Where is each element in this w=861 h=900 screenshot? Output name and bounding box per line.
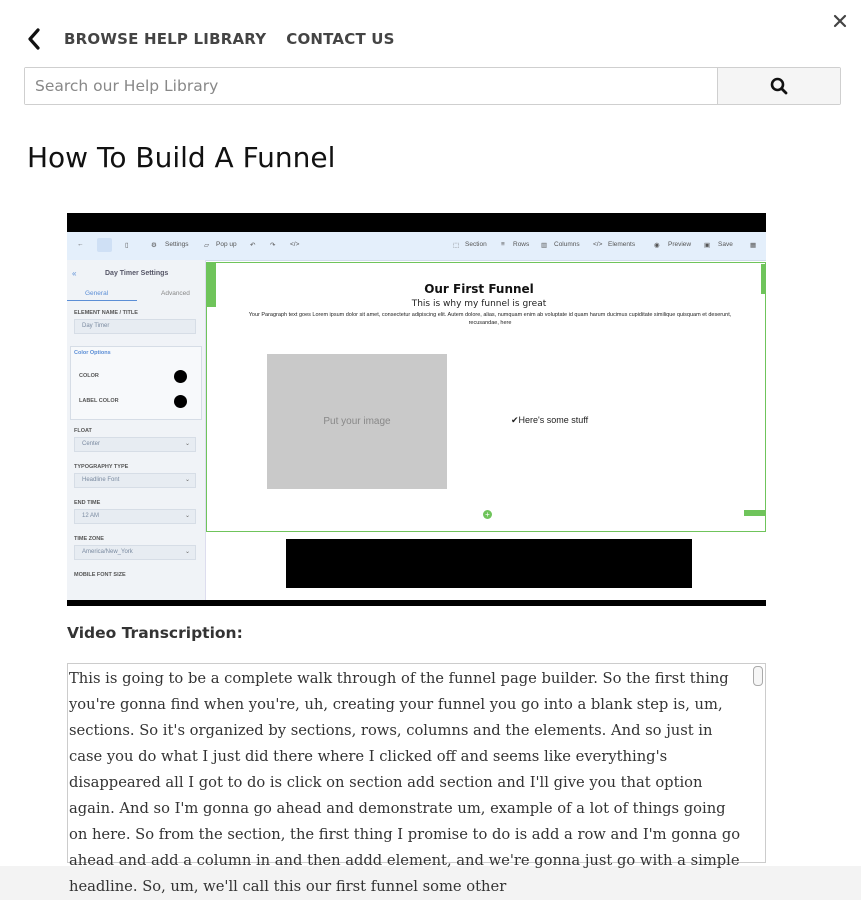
redo-icon: ↷: [270, 242, 276, 249]
desktop-view-icon: [97, 238, 112, 252]
undo-icon: ↶: [250, 242, 256, 249]
editor-elements-label: Elements: [608, 241, 636, 248]
section-tag: [744, 510, 766, 516]
tab-advanced: Advanced: [161, 290, 190, 297]
sidebar-tabs: [67, 290, 205, 300]
label-color-swatch: [174, 395, 187, 408]
canvas-paragraph: Your Paragraph text goes Lorem ipsum dolor sit amet, consectetur adipiscing elit. Autem dolore, alias, numquam enim ab voluptate id quam harum ducimus cupiditate similique quisquam et deserunt, recusandae, here: [248, 312, 732, 326]
close-icon: [831, 12, 849, 30]
article-title: How To Build A Funnel: [27, 141, 336, 174]
section-handle: [207, 262, 216, 307]
sidebar-header: [67, 260, 205, 288]
chevron-down-icon: ⌄: [184, 549, 190, 555]
editor-sidebar: [67, 260, 206, 600]
editor-settings-icon: ⚙: [151, 242, 157, 249]
end-time-select: [74, 509, 196, 524]
editor-save-label: Save: [718, 241, 733, 248]
color-label: COLOR: [79, 373, 99, 379]
time-zone-select: [74, 545, 196, 560]
typography-label: TYPOGRAPHY TYPE: [74, 464, 129, 470]
section-right-handle: [761, 264, 766, 294]
color-options-label: Color Options: [74, 350, 111, 356]
time-zone-value: America/New_York: [82, 549, 133, 555]
transcription-heading: Video Transcription:: [67, 624, 243, 642]
tab-general: General: [85, 290, 109, 297]
image-placeholder-text: Put your image: [323, 416, 391, 427]
float-select: [74, 437, 196, 452]
canvas-list-item-text: Here's some stuff: [518, 415, 589, 425]
editor-back-icon: ←: [77, 241, 84, 248]
add-section-icon: +: [483, 510, 492, 519]
checkmark-icon: ✔: [511, 415, 519, 425]
editor-columns-label: Columns: [554, 241, 580, 248]
image-placeholder: [267, 354, 447, 489]
video-overlay-block: [286, 539, 692, 588]
time-zone-label: TIME ZONE: [74, 536, 104, 542]
typography-select: [74, 473, 196, 488]
end-time-value: 12 AM: [82, 513, 100, 519]
end-time-label: END TIME: [74, 500, 101, 506]
popup-icon: ▱: [204, 242, 209, 249]
elements-icon: </>: [593, 241, 603, 248]
tab-underline: [67, 300, 137, 301]
label-color-label: LABEL COLOR: [79, 398, 119, 404]
columns-icon: ▥: [541, 242, 548, 249]
editor-rows-label: Rows: [513, 241, 530, 248]
code-icon: </>: [290, 241, 300, 248]
save-icon: ▣: [704, 242, 711, 249]
element-name-label: ELEMENT NAME / TITLE: [74, 310, 138, 316]
chevron-left-icon: [27, 28, 41, 50]
canvas-list-item: [511, 415, 588, 426]
canvas-headline: Our First Funnel: [424, 282, 534, 296]
chevron-down-icon: ⌄: [184, 477, 190, 483]
sidebar-title: Day Timer Settings: [105, 270, 169, 277]
search-button[interactable]: [717, 68, 840, 104]
top-nav: [24, 24, 395, 54]
color-swatch: [174, 370, 187, 383]
mobile-font-size-label: MOBILE FONT SIZE: [74, 572, 126, 578]
typography-value: Headline Font: [82, 477, 120, 483]
editor-toolbar: [67, 232, 766, 261]
preview-icon: ◉: [654, 242, 660, 249]
mobile-view-icon: ▯: [125, 242, 129, 249]
transcription-text: This is going to be a complete walk through of the funnel page builder. So the first thing you're gonna find when you're, uh, creating your funnel you go into a blank step is, um, sections. So it's organized by sections, rows, columns and the elements. And so just in case you do what I just did there where I clicked off and seems like everything's disappeared all I got to do is click on section add section and I'll give you that option again. And so I'm gonna go ahead and demonstrate um, example of a lot of things going on here. So from the section, the first thing I promise to do is add a row and I'm gonna go ahead and add a column in and then addd element, and we're gonna just go with a simple headline. So, um, we'll call this our first funnel some other: [69, 670, 741, 895]
float-label: FLOAT: [74, 428, 92, 434]
transcription-scrollbar[interactable]: [753, 666, 763, 686]
editor-preview-label: Preview: [668, 241, 692, 248]
back-button[interactable]: [24, 27, 44, 51]
browse-help-library-link[interactable]: BROWSE HELP LIBRARY: [64, 30, 267, 48]
float-value: Center: [82, 441, 101, 447]
close-button[interactable]: [831, 12, 849, 30]
search-bar: [24, 67, 841, 105]
contact-us-link[interactable]: CONTACT US: [286, 30, 395, 48]
rows-icon: ≡: [501, 241, 505, 248]
editor-settings-label: Settings: [165, 241, 189, 248]
color-options-box: [70, 346, 202, 420]
search-input[interactable]: [25, 68, 717, 104]
section-icon: ⬚: [453, 242, 460, 249]
collapse-icon: «: [72, 269, 77, 278]
chevron-down-icon: ⌄: [184, 441, 190, 447]
video-player[interactable]: [67, 213, 766, 606]
grid-menu-icon: ▦: [750, 242, 757, 249]
chevron-down-icon: ⌄: [184, 513, 190, 519]
transcription-box[interactable]: [67, 663, 766, 895]
editor-section-label: Section: [465, 241, 487, 248]
editor-popup-label: Pop up: [216, 241, 237, 248]
search-icon: [770, 77, 788, 95]
canvas-subheadline: This is why my funnel is great: [411, 299, 547, 309]
element-name-field: Day Timer: [74, 319, 196, 334]
